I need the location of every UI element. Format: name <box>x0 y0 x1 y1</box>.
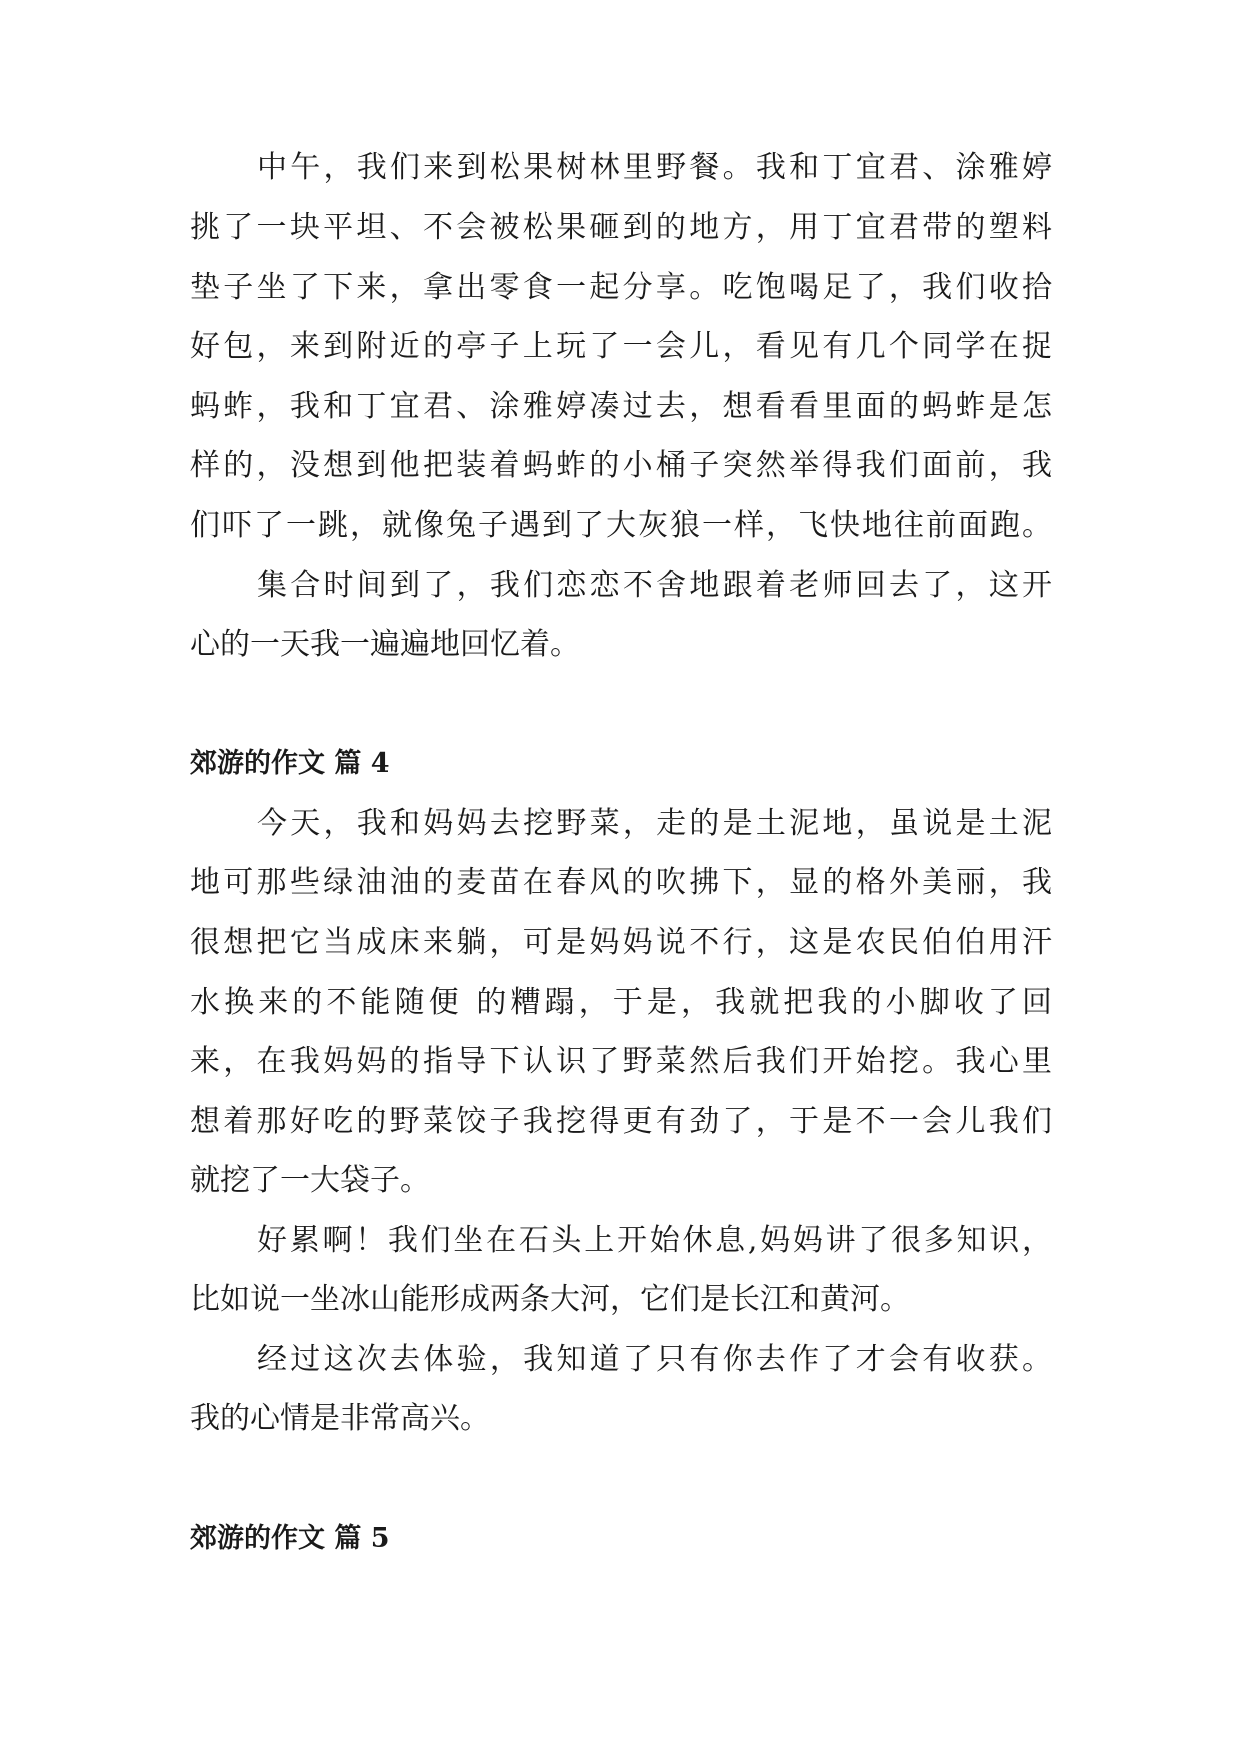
paragraph-line: 来，在我妈妈的指导下认识了野菜然后我们开始挖。我心里 <box>190 1044 1052 1079</box>
paragraph-line: 好累啊！我们坐在石头上开始休息,妈妈讲了很多知识， <box>257 1223 1052 1258</box>
paragraph-line: 挑了一块平坦、不会被松果砸到的地方，用丁宜君带的塑料 <box>190 210 1052 245</box>
paragraph-line: 很想把它当成床来躺，可是妈妈说不行，这是农民伯伯用汗 <box>190 925 1052 960</box>
paragraph-line: 中午，我们来到松果树林里野餐。我和丁宜君、涂雅婷 <box>257 150 1052 185</box>
paragraph-line: 水换来的不能随便 的糟蹋，于是，我就把我的小脚收了回 <box>190 985 1052 1020</box>
paragraph-line: 就挖了一大袋子。 <box>190 1163 430 1198</box>
section-heading: 郊游的作文 篇 5 <box>190 1523 390 1554</box>
paragraph-line: 今天，我和妈妈去挖野菜，走的是土泥地，虽说是土泥 <box>257 806 1052 841</box>
paragraph-line: 们吓了一跳，就像兔子遇到了大灰狼一样，飞快地往前面跑。 <box>190 508 1052 543</box>
paragraph-line: 我的心情是非常高兴。 <box>190 1401 490 1436</box>
paragraph-line: 心的一天我一遍遍地回忆着。 <box>190 627 580 662</box>
paragraph-line: 样的，没想到他把装着蚂蚱的小桶子突然举得我们面前，我 <box>190 448 1052 483</box>
paragraph-line: 经过这次去体验，我知道了只有你去作了才会有收获。 <box>257 1342 1052 1377</box>
section-heading: 郊游的作文 篇 4 <box>190 748 390 779</box>
paragraph-line: 集合时间到了，我们恋恋不舍地跟着老师回去了，这开 <box>257 568 1052 603</box>
paragraph-line: 比如说一坐冰山能形成两条大河，它们是长江和黄河。 <box>190 1282 910 1317</box>
paragraph-line: 蚂蚱，我和丁宜君、涂雅婷凑过去，想看看里面的蚂蚱是怎 <box>190 389 1052 424</box>
paragraph-line: 地可那些绿油油的麦苗在春风的吹拂下，显的格外美丽，我 <box>190 865 1052 900</box>
paragraph-line: 好包，来到附近的亭子上玩了一会儿，看见有几个同学在捉 <box>190 329 1052 364</box>
paragraph-line: 垫子坐了下来，拿出零食一起分享。吃饱喝足了，我们收拾 <box>190 270 1052 305</box>
paragraph-line: 想着那好吃的野菜饺子我挖得更有劲了，于是不一会儿我们 <box>190 1104 1052 1139</box>
